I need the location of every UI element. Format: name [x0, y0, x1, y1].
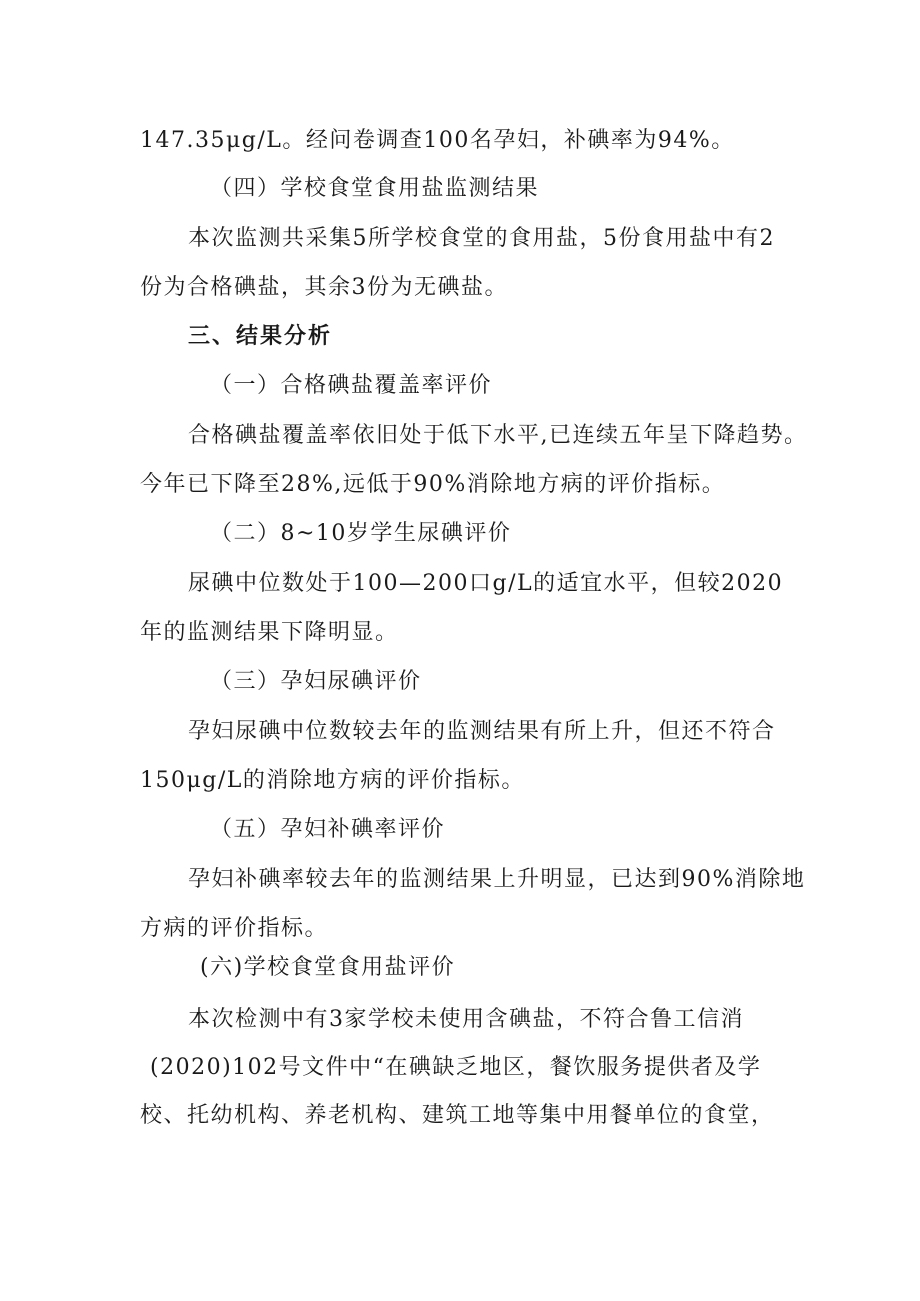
body-line-13: (2020)102号文件中“在碘缺乏地区，餐饮服务提供者及学 [150, 1055, 762, 1080]
body-line-11: 方病的评价指标。 [140, 916, 329, 941]
body-line-2: 本次监测共采集5所学校食堂的食用盐，5份食用盐中有2 [188, 226, 775, 251]
body-line-5: 今年已下降至28%,远低于90%消除地方病的评价指标。 [140, 472, 726, 497]
body-line-14: 校、托幼机构、养老机构、建筑工地等集中用餐单位的食堂， [140, 1103, 775, 1128]
section-subheading-5: （五）孕妇补碘率评价 [210, 817, 446, 842]
body-line-8: 孕妇尿碘中位数较去年的监测结果有所上升，但还不符合 [188, 719, 776, 744]
body-line-3: 份为合格碘盐，其余3份为无碘盐。 [140, 275, 508, 300]
body-line-7: 年的监测结果下降明显。 [140, 620, 399, 645]
section-subheading-1: （一）合格碘盐覆盖率评价 [210, 373, 493, 398]
body-line-10: 孕妇补碘率较去年的监测结果上升明显，已达到90%消除地 [188, 867, 806, 892]
section-subheading-4: （四）学校食堂食用盐监测结果 [210, 176, 540, 201]
section-heading-3: 三、结果分析 [188, 324, 333, 349]
section-subheading-2: （二）8~10岁学生尿碘评价 [210, 521, 512, 546]
section-subheading-3: （三）孕妇尿碘评价 [210, 669, 422, 694]
body-line-6: 尿碘中位数处于100—200口g/L的适宜水平，但较2020 [188, 571, 784, 596]
body-line-12: 本次检测中有3家学校未使用含碘盐，不符合鲁工信消 [188, 1007, 744, 1032]
body-line-4: 合格碘盐覆盖率依旧处于低下水平,已连续五年呈下降趋势。 [188, 423, 808, 448]
section-subheading-6: (六)学校食堂食用盐评价 [200, 955, 456, 980]
body-line-9: 150μg/L的消除地方病的评价指标。 [140, 768, 525, 793]
body-line-1: 147.35μg/L。经问卷调查100名孕妇，补碘率为94%。 [140, 128, 735, 153]
